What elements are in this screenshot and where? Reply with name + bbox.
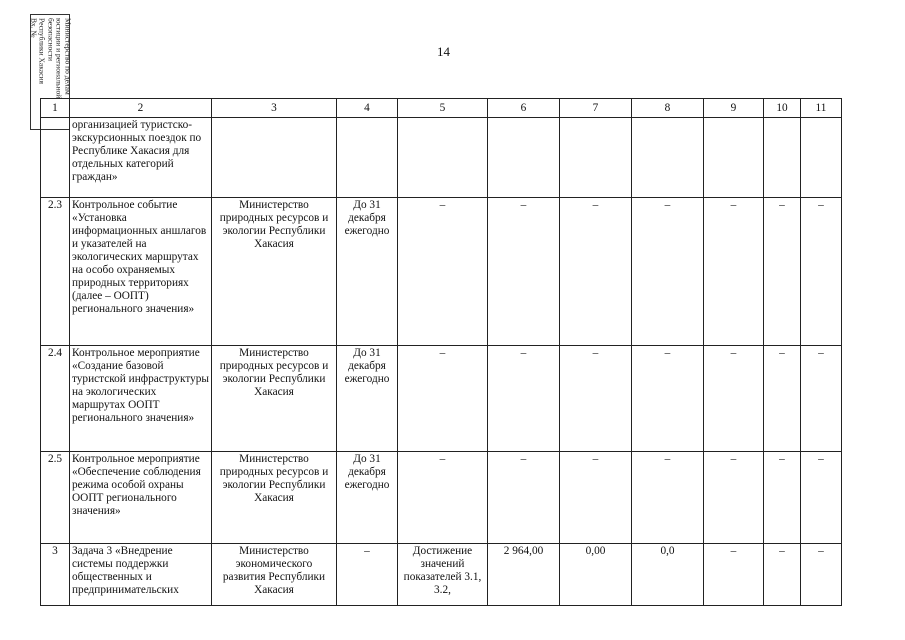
cell-executor: Министерство природных ресурсов и экологии Республики Хакасия bbox=[212, 198, 337, 346]
col-header: 10 bbox=[764, 99, 801, 118]
table-row bbox=[41, 198, 842, 346]
cell-result bbox=[398, 118, 488, 198]
cell-value: – bbox=[560, 346, 632, 452]
cell-value bbox=[704, 118, 764, 198]
cell-value: 2 964,00 bbox=[488, 544, 560, 606]
col-header: 5 bbox=[398, 99, 488, 118]
cell-value bbox=[801, 118, 842, 198]
cell-name: Задача 3 «Внедрение системы поддержки общественных и предпринимательских bbox=[70, 544, 212, 606]
col-header: 7 bbox=[560, 99, 632, 118]
col-header: 2 bbox=[70, 99, 212, 118]
cell-executor: Министерство природных ресурсов и экологии Республики Хакасия bbox=[212, 452, 337, 544]
cell-deadline: До 31 декабря ежегодно bbox=[337, 198, 398, 346]
cell-value: – bbox=[704, 452, 764, 544]
cell-executor: Министерство экономического развития Республики Хакасия bbox=[212, 544, 337, 606]
col-header: 4 bbox=[337, 99, 398, 118]
cell-value bbox=[632, 118, 704, 198]
cell-name: организацией туристско-экскурсионных поездок по Республике Хакасия для отдельных категорий граждан» bbox=[70, 118, 212, 198]
cell-number: 3 bbox=[41, 544, 70, 606]
cell-name: Контрольное мероприятие «Создание базовой туристской инфраструктуры на экологических маршрутах ООПТ регионального значения» bbox=[70, 346, 212, 452]
cell-value: – bbox=[704, 198, 764, 346]
cell-value: – bbox=[764, 452, 801, 544]
cell-value: – bbox=[704, 346, 764, 452]
cell-value bbox=[560, 118, 632, 198]
cell-value: – bbox=[488, 452, 560, 544]
cell-value: – bbox=[801, 346, 842, 452]
cell-value: – bbox=[801, 198, 842, 346]
cell-name: Контрольное событие «Установка информационных аншлагов и указателей на экологических маршрутах на особо охраняемых природных территориях (далее – ООПТ) регионального значения» bbox=[70, 198, 212, 346]
cell-number: 2.3 bbox=[41, 198, 70, 346]
table-row bbox=[41, 452, 842, 544]
cell-value: – bbox=[632, 198, 704, 346]
cell-executor: Министерство природных ресурсов и экологии Республики Хакасия bbox=[212, 346, 337, 452]
cell-value: – bbox=[801, 452, 842, 544]
cell-value: – bbox=[488, 346, 560, 452]
cell-result: – bbox=[398, 346, 488, 452]
col-header: 9 bbox=[704, 99, 764, 118]
table-row bbox=[41, 544, 842, 606]
cell-value: – bbox=[704, 544, 764, 606]
cell-deadline: – bbox=[337, 544, 398, 606]
cell-deadline bbox=[337, 118, 398, 198]
cell-result: – bbox=[398, 452, 488, 544]
cell-executor bbox=[212, 118, 337, 198]
cell-value: – bbox=[560, 452, 632, 544]
col-header: 11 bbox=[801, 99, 842, 118]
table-row bbox=[41, 118, 842, 198]
cell-deadline: До 31 декабря ежегодно bbox=[337, 346, 398, 452]
col-header: 3 bbox=[212, 99, 337, 118]
cell-value: – bbox=[801, 544, 842, 606]
cell-value: – bbox=[764, 198, 801, 346]
cell-value bbox=[488, 118, 560, 198]
cell-deadline: До 31 декабря ежегодно bbox=[337, 452, 398, 544]
program-table bbox=[40, 98, 842, 606]
cell-number bbox=[41, 118, 70, 198]
cell-value: – bbox=[560, 198, 632, 346]
cell-value: – bbox=[764, 346, 801, 452]
cell-result: Достижение значений показателей 3.1, 3.2, bbox=[398, 544, 488, 606]
cell-value: 0,00 bbox=[560, 544, 632, 606]
col-header: 8 bbox=[632, 99, 704, 118]
cell-number: 2.4 bbox=[41, 346, 70, 452]
cell-value: – bbox=[632, 452, 704, 544]
cell-value bbox=[764, 118, 801, 198]
stamp-text: Министерство по делам юстиции и региональной безопасности Республики Хакасия Вх. № ___________ bbox=[29, 18, 73, 99]
table-row bbox=[41, 346, 842, 452]
cell-number: 2.5 bbox=[41, 452, 70, 544]
col-header: 6 bbox=[488, 99, 560, 118]
cell-name: Контрольное мероприятие «Обеспечение соблюдения режима особой охраны ООПТ регионального значения» bbox=[70, 452, 212, 544]
cell-value: – bbox=[764, 544, 801, 606]
header-row bbox=[41, 99, 842, 118]
page-number: 14 bbox=[437, 44, 450, 59]
cell-result: – bbox=[398, 198, 488, 346]
col-header: 1 bbox=[41, 99, 70, 118]
cell-value: 0,0 bbox=[632, 544, 704, 606]
cell-value: – bbox=[632, 346, 704, 452]
cell-value: – bbox=[488, 198, 560, 346]
